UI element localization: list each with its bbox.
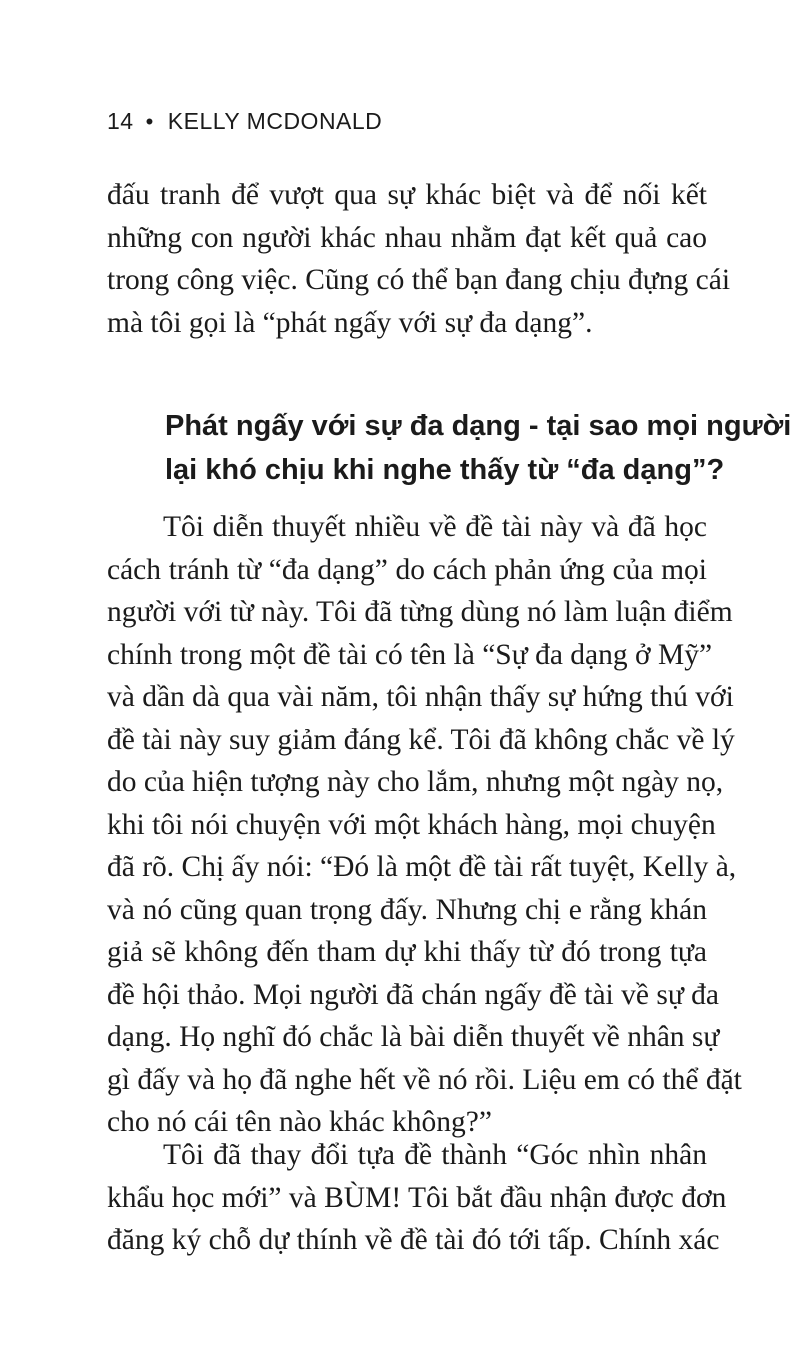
text-line: đề hội thảo. Mọi người đã chán ngấy đề tài về sự đa <box>107 978 720 1011</box>
text-line: và nó cũng quan trọng đấy. Nhưng chị e rằng khán <box>107 893 707 926</box>
text-line: đấu tranh để vượt qua sự khác biệt và để nối kết <box>107 179 707 211</box>
text-line: do của hiện tượng này cho lắm, nhưng một ngày nọ, <box>107 766 724 798</box>
page-number: 14 <box>107 108 134 134</box>
section-heading <box>165 404 792 492</box>
header-separator: • <box>145 109 154 134</box>
text-line: dạng. Họ nghĩ đó chắc là bài diễn thuyết về nhân sự <box>107 1021 720 1053</box>
text-line: mà tôi gọi là “phát ngấy với sự đa dạng”. <box>107 306 593 339</box>
text-line: đề tài này suy giảm đáng kể. Tôi đã không chắc về lý <box>107 723 735 756</box>
text-line: khi tôi nói chuyện với một khách hàng, mọi chuyện <box>107 808 716 841</box>
text-line: đăng ký chỗ dự thính về đề tài đó tới tấp. Chính xác <box>107 1224 720 1256</box>
paragraph-continued <box>107 174 731 344</box>
text-line: cách tránh từ “đa dạng” do cách phản ứng của mọi <box>107 553 707 586</box>
paragraph-body <box>107 1134 727 1262</box>
text-line: đã rõ. Chị ấy nói: “Đó là một đề tài rất tuyệt, Kelly à, <box>107 851 737 883</box>
text-line: và dần dà qua vài năm, tôi nhận thấy sự hứng thú với <box>107 681 734 713</box>
text-line: Tôi đã thay đổi tựa đề thành “Góc nhìn nhân <box>163 1139 707 1171</box>
text-line: khẩu học mới” và BÙM! Tôi bắt đầu nhận được đơn <box>107 1181 727 1214</box>
paragraph-body <box>107 506 742 1144</box>
text-line: những con người khác nhau nhằm đạt kết quả cao <box>107 221 707 254</box>
text-line: cho nó cái tên nào khác không?” <box>107 1106 492 1138</box>
text-line: trong công việc. Cũng có thể bạn đang chịu đựng cái <box>107 264 731 296</box>
author-name: KELLY MCDONALD <box>167 108 383 134</box>
text-line: chính trong một đề tài có tên là “Sự đa dạng ở Mỹ” <box>107 638 713 671</box>
text-line: Tôi diễn thuyết nhiều về đề tài này và đã học <box>163 511 707 543</box>
heading-line: lại khó chịu khi nghe thấy từ “đa dạng”? <box>165 454 725 486</box>
running-header <box>107 108 382 135</box>
text-line: gì đấy và họ đã nghe hết về nó rồi. Liệu em có thể đặt <box>107 1063 742 1096</box>
heading-line: Phát ngấy với sự đa dạng - tại sao mọi người <box>165 410 792 442</box>
text-line: giả sẽ không đến tham dự khi thấy từ đó trong tựa <box>107 936 707 968</box>
text-line: người với từ này. Tôi đã từng dùng nó làm luận điểm <box>107 596 733 628</box>
